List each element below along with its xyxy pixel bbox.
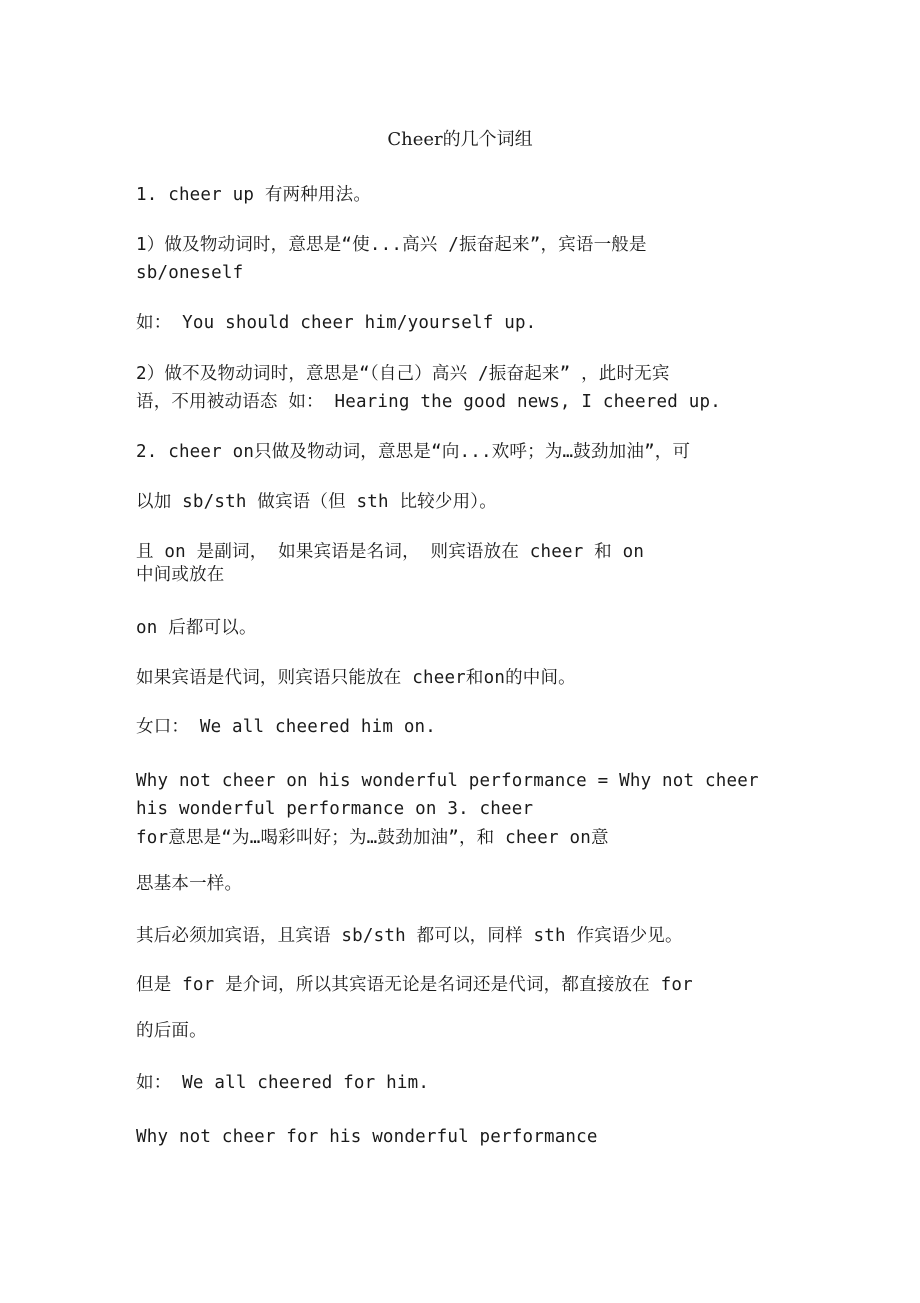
example-line: his wonderful performance on 3. cheer: [136, 799, 534, 819]
heading-cheer-on: 2. cheer on只做及物动词，意思是“向...欢呼；为…鼓劲加油”，可: [136, 442, 691, 462]
example-line: Why not cheer for his wonderful performance: [136, 1127, 598, 1147]
paragraph-line: 但是 for 是介词，所以其宾语无论是名词还是代词，都直接放在 for: [136, 975, 693, 995]
paragraph-line: 2）做不及物动词时，意思是“（自己）高兴 /振奋起来” ，此时无宾: [136, 364, 670, 384]
paragraph-line: 思基本一样。: [136, 874, 243, 894]
example-line: 女口： We all cheered him on.: [136, 717, 437, 737]
heading-cheer-for: for意思是“为…喝彩叫好；为…鼓劲加油”，和 cheer on意: [136, 828, 609, 848]
paragraph-line: 的后面。: [136, 1021, 207, 1041]
example-line: 如： You should cheer him/yourself up.: [136, 313, 537, 333]
page-title: Cheer的几个词组: [387, 129, 533, 150]
paragraph-line: on 后都可以。: [136, 618, 257, 638]
heading-cheer-up: 1. cheer up 有两种用法。: [136, 185, 372, 205]
paragraph-line: 1）做及物动词时，意思是“使...高兴 /振奋起来”，宾语一般是: [136, 235, 647, 255]
paragraph-line: 且 on 是副词， 如果宾语是名词， 则宾语放在 cheer 和 on: [136, 542, 645, 562]
paragraph-line: 其后必须加宾语，且宾语 sb/sth 都可以，同样 sth 作宾语少见。: [136, 926, 683, 946]
example-line: 如： We all cheered for him.: [136, 1073, 430, 1093]
paragraph-line: 以加 sb/sth 做宾语（但 sth 比较少用）。: [136, 492, 497, 512]
example-line: Why not cheer on his wonderful performance = Why not cheer: [136, 771, 759, 791]
paragraph-line: 如果宾语是代词，则宾语只能放在 cheer和on的中间。: [136, 668, 576, 688]
paragraph-line: sb/oneself: [136, 263, 244, 283]
paragraph-line: 中间或放在: [136, 565, 225, 585]
paragraph-line: 语，不用被动语态 如： Hearing the good news, I cheered up.: [136, 392, 721, 412]
